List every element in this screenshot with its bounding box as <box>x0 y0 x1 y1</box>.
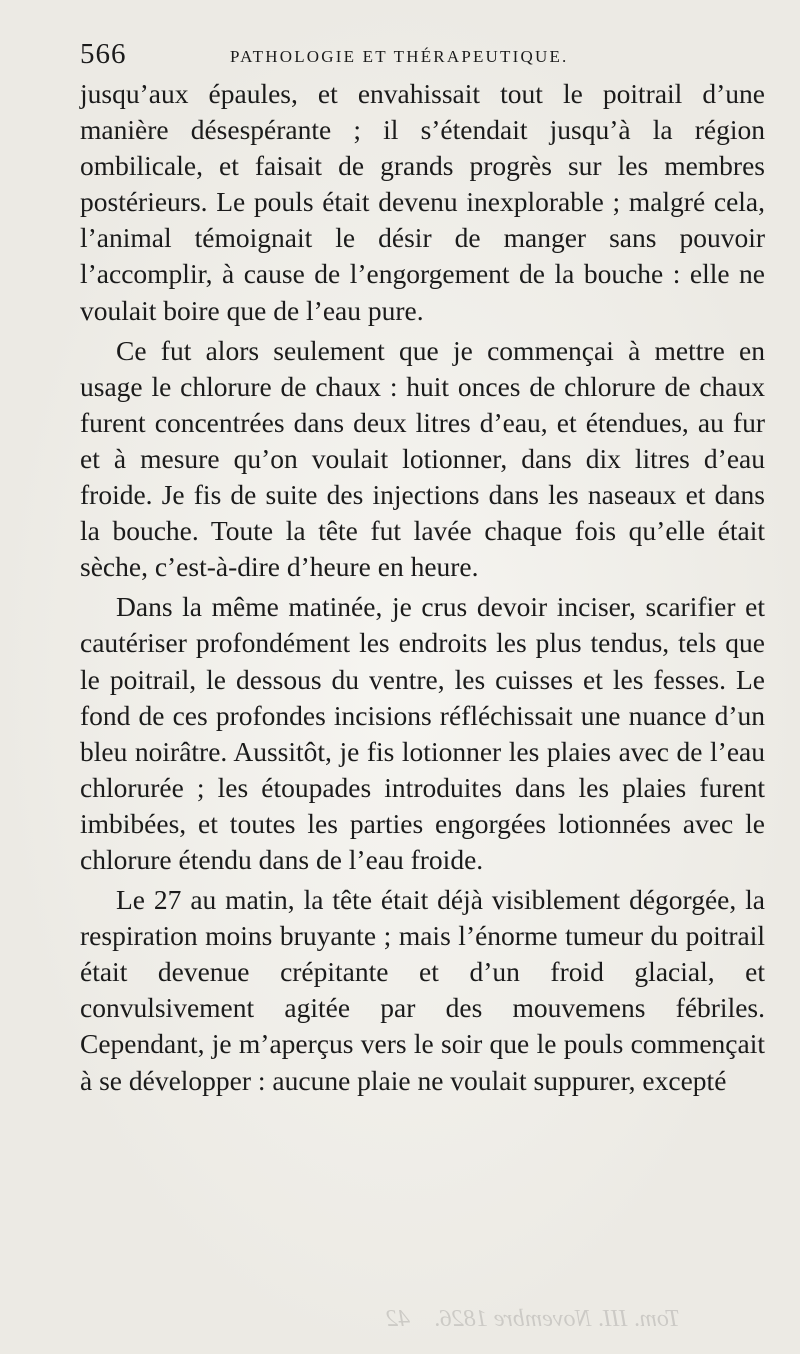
signature-mark: Tom. III. Novembre 1826. <box>433 1306 680 1332</box>
paragraph-3: Dans la même matinée, je crus devoir inciser, scarifier et cautériser profondément les endroits les plus tendus, tels que le poitrail, le dessous du ventre, les cuisses et les fesses. Le fond de ces profondes incisions réfléchissait une nuance d’un bleu noirâtre. Aussitôt, je fis lotionner les plaies avec de l’eau chlorurée ; les étoupades introduites dans les plaies furent imbibées, et toutes les parties engorgées lotionnées avec le chlorure étendu dans de l’eau froide. <box>80 591 765 875</box>
paragraph-4: Le 27 au matin, la tête était déjà visiblement dégorgée, la respiration moins bruyante ; mais l’énorme tumeur du poitrail était devenue crépitante et d’un froid glacial, et convulsivement agitée par des mouvemens fébriles. Cependant, je m’aperçus vers le soir que le pouls commençait à se développer : aucune plaie ne voulait suppurer, excepté <box>80 884 765 1096</box>
signature-number: 42 <box>386 1306 410 1332</box>
paragraph-1: jusqu’aux épaules, et envahissait tout le poitrail d’une manière désespérante ; il s’étendait jusqu’à la région ombilicale, et faisait de grands progrès sur les membres postérieurs. Le pouls était devenu inexplorable ; malgré cela, l’animal témoignait le désir de manger sans pouvoir l’accomplir, à cause de l’engorgement de la bouche : elle ne voulait boire que de l’eau pure. <box>80 78 765 326</box>
paragraph-2: Ce fut alors seulement que je commençai à mettre en usage le chlorure de chaux : huit onces de chlorure de chaux furent concentrées dans deux litres d’eau, et étendues, au fur et à mesure qu’on voulait lotionner, dans dix litres d’eau froide. Je fis de suite des injections dans les naseaux et dans la bouche. Toute la tête fut lavée chaque fois qu’elle était sèche, c’est-à-dire d’heure en heure. <box>80 334 765 583</box>
running-head: PATHOLOGIE ET THÉRAPEUTIQUE. <box>230 47 569 66</box>
page-header <box>80 38 760 74</box>
body-text <box>80 76 765 1103</box>
bleed-through-footer <box>150 1300 710 1340</box>
page-number: 566 <box>80 38 127 70</box>
